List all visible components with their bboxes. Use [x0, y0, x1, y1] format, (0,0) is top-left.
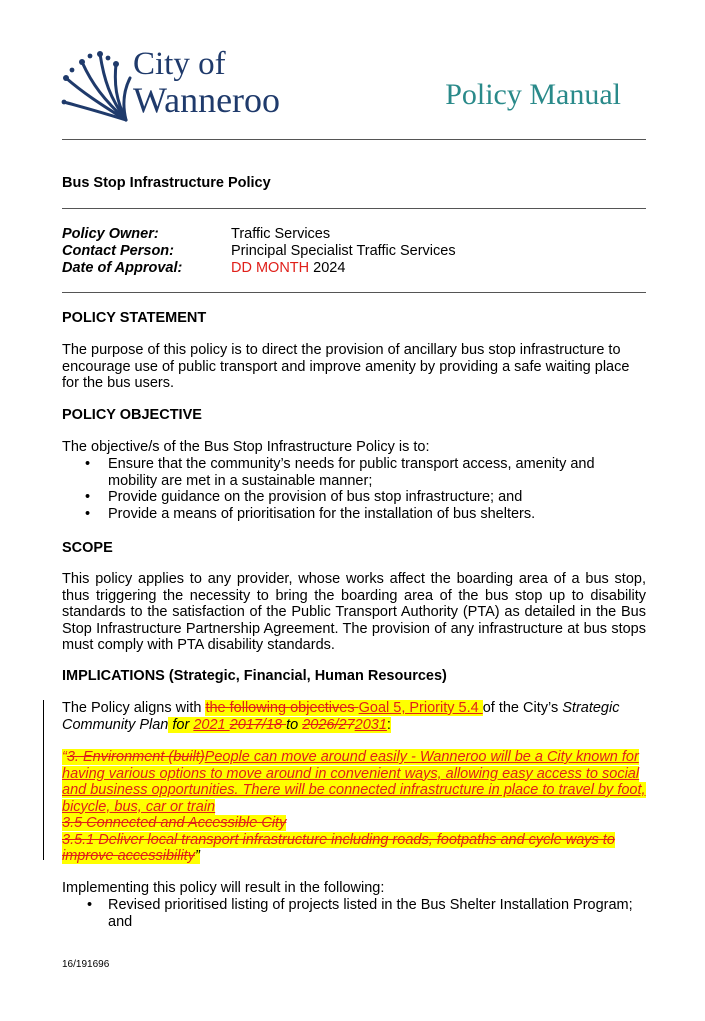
policy-statement-heading: POLICY STATEMENT [62, 310, 207, 326]
header-divider [62, 139, 646, 140]
implementation-list [62, 897, 646, 930]
deleted-text: the following objectives [205, 700, 359, 716]
policy-objective-heading: POLICY OBJECTIVE [62, 407, 202, 423]
title-divider [62, 208, 646, 209]
document-reference: 16/191696 [62, 959, 110, 970]
list-item: • Ensure that the community’s needs for public transport access, amenity and mobility are met in a sustainable manner; [85, 456, 595, 489]
scope-text: This policy applies to any provider, whose works affect the boarding area of a bus stop, thus triggering the necessity to bring the boarding area of the bus stop up to disability standards to the satisfaction of the Public Transport Authority (PTA) as detailed in the Bus Stop Infrastructure Partnership Agreement. The provision of any infrastructure at bus stops must comply with PTA disability standards. [62, 571, 646, 653]
owner-label: Policy Owner: [62, 226, 159, 242]
logo-city-of: City of [133, 46, 226, 82]
logo-wanneroo: Wanneroo [133, 80, 281, 120]
document-title: Bus Stop Infrastructure Policy [62, 175, 271, 191]
list-item: • Provide guidance on the provision of bus stop infrastructure; and [85, 489, 523, 505]
implementation-intro: Implementing this policy will result in the following: [62, 880, 385, 896]
wanneroo-leaf-icon [60, 44, 132, 122]
change-bar [43, 700, 44, 860]
strategic-plan-quote: “3. Environment (built)People can move around easily - Wanneroo will be a City known for having various options to move around in convenient ways, allowing easy access to social and business opportunities. There will be connected infrastructure in place to travel by foot, bicycle, bus, car or train 3.5 Connected and Accessible City 3.5.1 Deliver local transport infrastructure including roads, footpaths and cycle ways to improve accessibility” [62, 749, 646, 864]
alignment-paragraph: The Policy aligns with the following objectives Goal 5, Priority 5.4 of the City’s Strategic Community Plan for 2021 2017/18 to 2026/272031: [62, 700, 620, 733]
policy-manual-title: Policy Manual [445, 78, 621, 111]
policy-meta [62, 226, 456, 277]
contact-label: Contact Person: [62, 243, 174, 259]
inserted-text: Goal 5, Priority 5.4 [358, 700, 483, 716]
implications-heading: IMPLICATIONS (Strategic, Financial, Human Resources) [62, 668, 447, 684]
city-logo [60, 44, 330, 124]
approval-label: Date of Approval: [62, 260, 183, 276]
meta-divider [62, 292, 646, 293]
list-item: • Revised prioritised listing of projects listed in the Bus Shelter Installation Program; and [87, 897, 633, 930]
contact-value: Principal Specialist Traffic Services [231, 243, 456, 259]
scope-heading: SCOPE [62, 540, 113, 556]
owner-value: Traffic Services [231, 226, 331, 242]
objective-intro: The objective/s of the Bus Stop Infrastructure Policy is to: [62, 439, 430, 455]
list-item: • Provide a means of prioritisation for the installation of bus shelters. [85, 505, 536, 522]
approval-date-placeholder: DD MONTH [231, 260, 310, 276]
objective-list [62, 456, 646, 522]
approval-year: 2024 [309, 260, 346, 276]
policy-statement-text: The purpose of this policy is to direct the provision of ancillary bus stop infrastructure to encourage use of public transport and improve amenity by providing a safe waiting place for the bus users. [62, 342, 630, 391]
